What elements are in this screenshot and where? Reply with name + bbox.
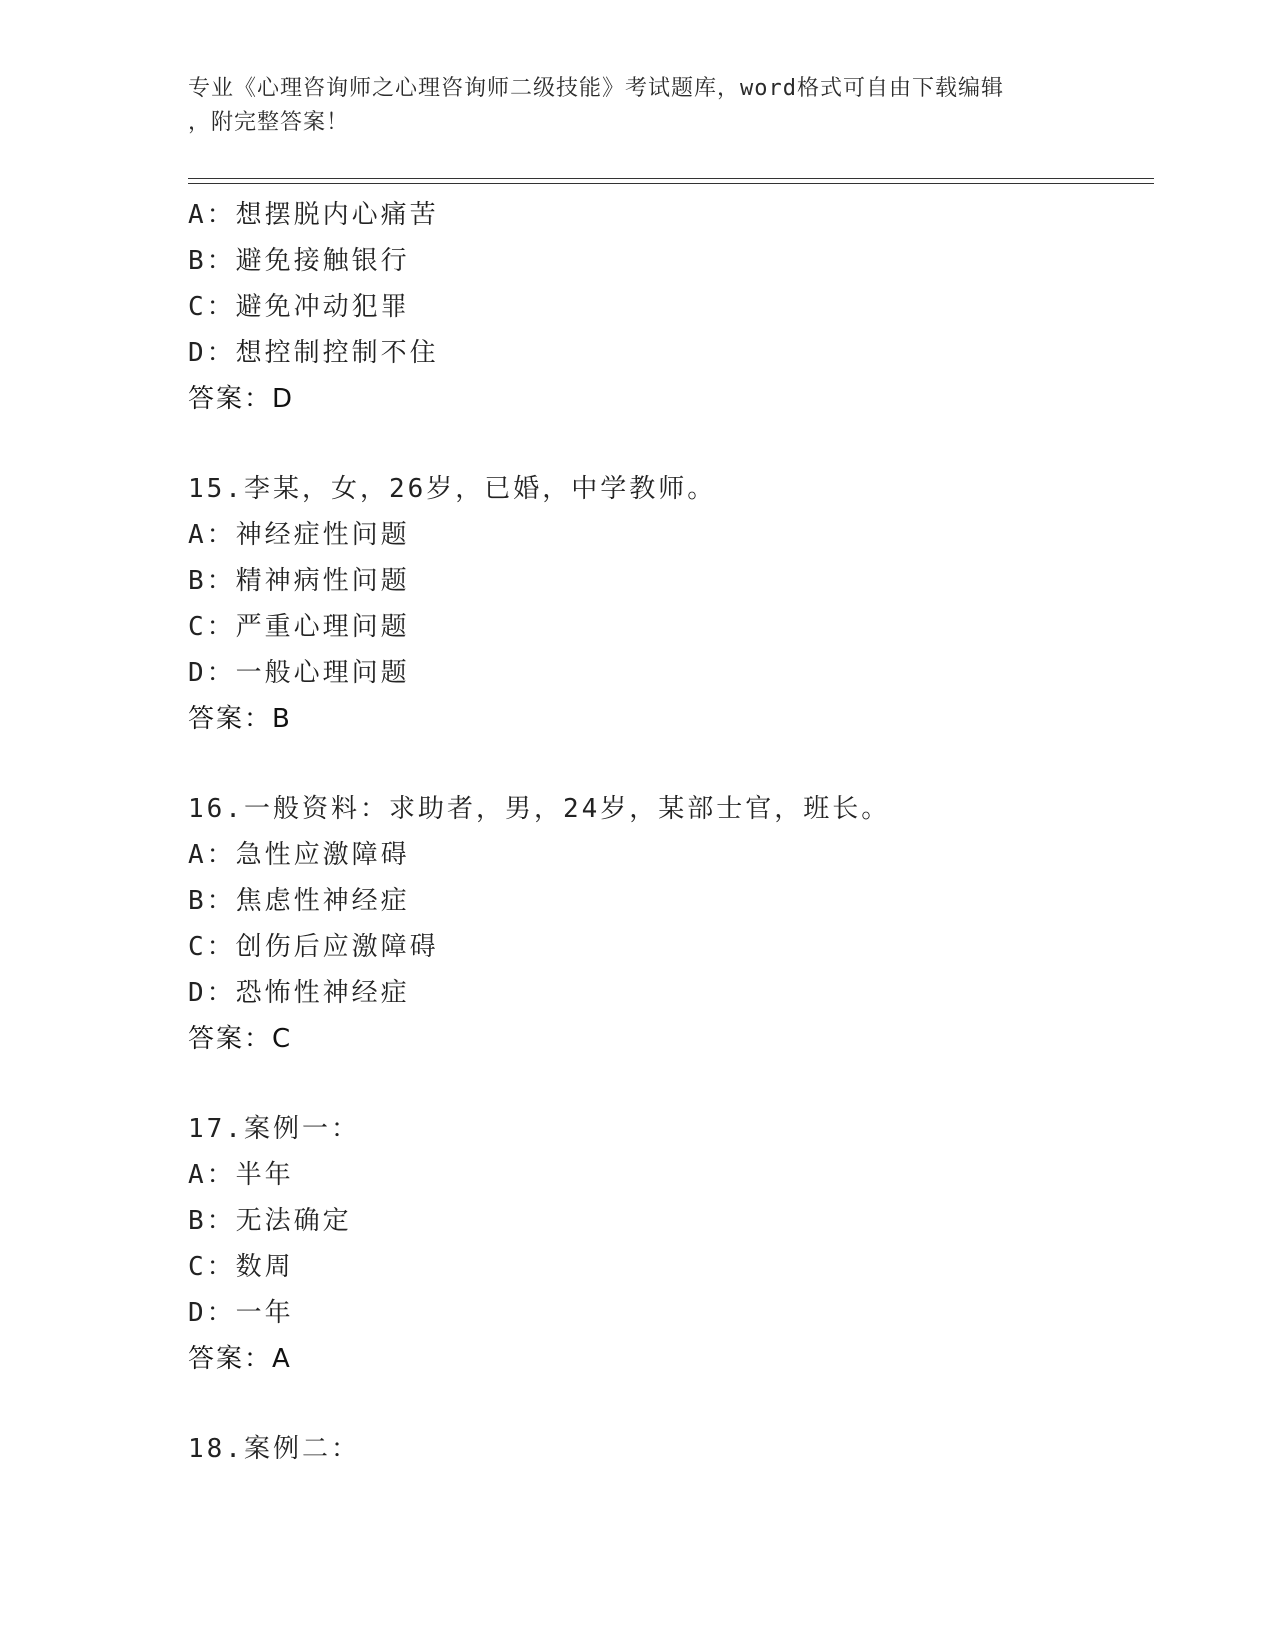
answer: 答案：A <box>188 1344 292 1374</box>
answer: 答案：D <box>188 384 295 414</box>
answer: 答案：B <box>188 704 292 734</box>
answer: 答案：C <box>188 1024 293 1054</box>
header-line-2: ，附完整答案！ <box>188 110 350 135</box>
option-d: D：一年 <box>188 1298 294 1328</box>
question-15: 15.李某，女，26岁，已婚，中学教师。 <box>188 474 717 504</box>
header-divider-bottom <box>188 183 1154 184</box>
question-17: 17.案例一： <box>188 1114 360 1144</box>
option-d: D：想控制控制不住 <box>188 338 439 368</box>
question-16: 16.一般资料：求助者，男，24岁，某部士官，班长。 <box>188 794 891 824</box>
header-line-1: 专业《心理咨询师之心理咨询师二级技能》考试题库，word格式可自由下载编辑 <box>188 76 1004 101</box>
option-a: A：急性应激障碍 <box>188 840 410 870</box>
option-b: B：无法确定 <box>188 1206 352 1236</box>
option-b: B：焦虑性神经症 <box>188 886 410 916</box>
question-list <box>188 192 1148 1472</box>
option-c: C：避免冲动犯罪 <box>188 292 410 322</box>
document-header <box>188 72 1088 140</box>
option-b: B：避免接触银行 <box>188 246 410 276</box>
option-a: A：半年 <box>188 1160 294 1190</box>
option-d: D：一般心理问题 <box>188 658 410 688</box>
header-divider-top <box>188 178 1154 179</box>
option-a: A：想摆脱内心痛苦 <box>188 200 439 230</box>
option-a: A：神经症性问题 <box>188 520 410 550</box>
option-d: D：恐怖性神经症 <box>188 978 410 1008</box>
option-c: C：创伤后应激障碍 <box>188 932 439 962</box>
option-c: C：数周 <box>188 1252 294 1282</box>
question-18: 18.案例二： <box>188 1434 360 1464</box>
option-b: B：精神病性问题 <box>188 566 410 596</box>
option-c: C：严重心理问题 <box>188 612 410 642</box>
